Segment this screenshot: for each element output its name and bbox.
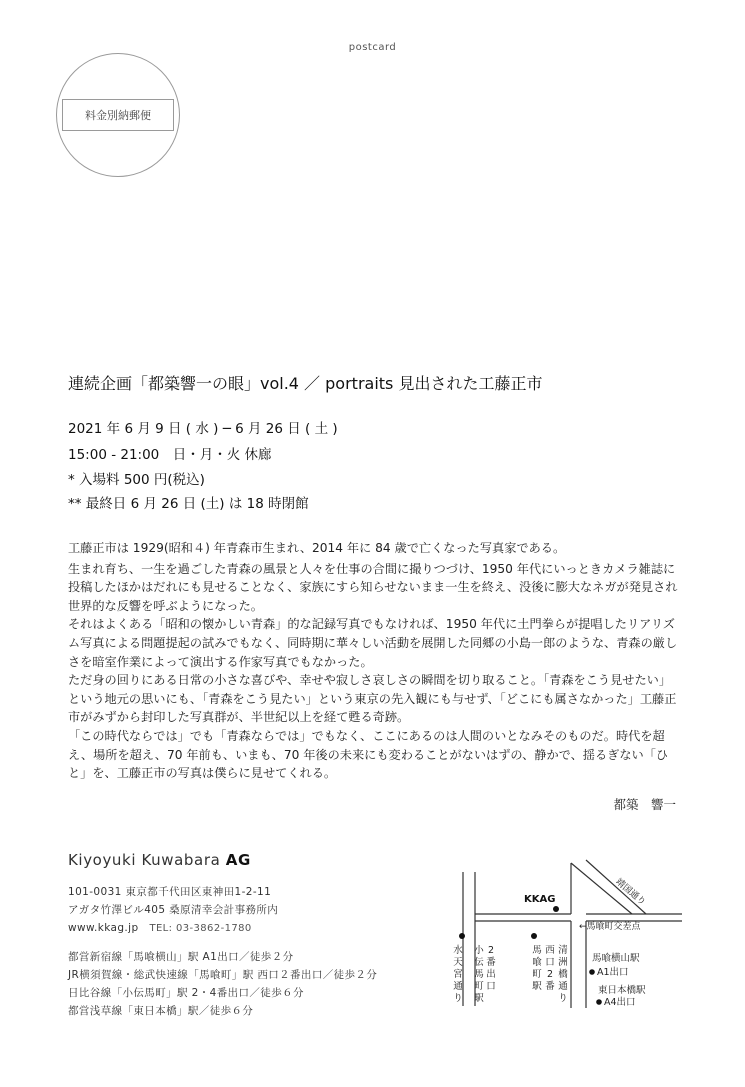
essay-paragraph: 生まれ育ち、一生を過ごした青森の風景と人々を仕事の合間に撮りつづけ、1950 年代にいっときカメラ雑誌に投稿したほかはだれにも見せることなく、家族にすら知らせないまま一生を終え、没後に膨大なネガが発見され世界的な反響を呼ぶようになった。 bbox=[68, 561, 678, 613]
event-admission: * 入場料 500 円(税込) bbox=[68, 472, 205, 488]
postage-paid-label: 料金別納郵便 bbox=[62, 99, 174, 131]
postcard-label: postcard bbox=[348, 42, 397, 53]
map-label-yasukuni: 靖国通り bbox=[613, 877, 648, 908]
gallery-name bbox=[68, 851, 251, 869]
map-marker-a4 bbox=[596, 999, 602, 1005]
map-label-a4: A4出口 bbox=[604, 997, 636, 1008]
gallery-building: アガタ竹澤ビル405 桑原清幸会計事務所内 bbox=[68, 904, 279, 916]
map-label-gallery: KKAG bbox=[524, 894, 556, 905]
gallery-postal-address: 101-0031 東京都千代田区東神田1-2-11 bbox=[68, 886, 272, 898]
essay-paragraph: ただ身の回りにある日常の小さな喜びや、幸せや寂しさ哀しさの瞬間を切り取ること。「青森をこう見せたい」という地元の思いにも、「青森をこう見たい」という東京の先入観にも与せず、「どこにも属さなかった」工藤正市がみずから封印した写真群が、半世紀以上を経て甦る奇跡。 bbox=[68, 673, 677, 725]
map-label-a1: A1出口 bbox=[597, 967, 629, 978]
map-label-crossing: ←馬喰町交差点 bbox=[579, 922, 641, 932]
map-label-west-exit-2: 西口 2 番 bbox=[545, 945, 555, 992]
map-roads bbox=[463, 860, 682, 1008]
access-line: JR横須賀線・総武快速線「馬喰町」駅 西口２番出口／徒歩２分 bbox=[68, 969, 378, 981]
event-hours: 15:00 - 21:00 日・月・火 休廊 bbox=[68, 447, 272, 463]
gallery-name-bold: AG bbox=[225, 851, 251, 869]
map-label-suitengu: 水天宮通り bbox=[453, 945, 463, 1004]
map-label-higashinihonbashi: 東日本橋駅 bbox=[598, 985, 646, 996]
gallery-contact bbox=[68, 920, 252, 935]
access-line: 日比谷線「小伝馬町」駅 2・4番出口／徒歩６分 bbox=[68, 987, 304, 999]
map-marker-a1 bbox=[589, 969, 595, 975]
event-last-day: ** 最終日 6 月 26 日 (土) は 18 時閉館 bbox=[68, 496, 309, 512]
map-label-kodenmacho: 小伝馬町駅 bbox=[474, 945, 484, 1004]
map-label-exit-2-4: 2 番出口 bbox=[486, 945, 496, 992]
map-label-bakuroyokoyama: 馬喰横山駅 bbox=[592, 953, 640, 964]
event-title: 連続企画「都築響一の眼」vol.4 ／ portraits 見出された工藤正市 bbox=[68, 374, 543, 393]
access-line: 都営新宿線「馬喰横山」駅 A1出口／徒歩２分 bbox=[68, 951, 294, 963]
essay-body bbox=[68, 539, 680, 783]
map-marker-bakurocho bbox=[531, 933, 537, 939]
event-dates: 2021 年 6 月 9 日 ( 水 ) ─ 6 月 26 日 ( 土 ) bbox=[68, 421, 338, 437]
gallery-name-light: Kiyoyuki Kuwabara bbox=[68, 851, 226, 869]
essay-paragraph: それはよくある「昭和の懐かしい青森」的な記録写真でもなければ、1950 年代に土門拳らが提唱したリアリズム写真による問題提起の試みでもなく、同時期に華々しい活動を展開した同郷の小島一郎のような、青森の厳しさを暗室作業によって演出する作家写真でもなかった。 bbox=[68, 617, 678, 669]
author-signature: 都築 響一 bbox=[613, 797, 676, 812]
access-line: 都営浅草線「東日本橋」駅／徒歩６分 bbox=[68, 1005, 254, 1017]
gallery-web-link[interactable]: www.kkag.jp bbox=[68, 922, 139, 934]
essay-paragraph: 「この時代ならでは」でも「青森ならでは」でもなく、ここにあるのは人間のいとなみそのものだ。時代を超え、場所を超え、70 年前も、いまも、70 年後の未来にも変わることがないはずの、静かで、揺るぎない「ひと」を、工藤正市の写真は僕らに見せてくれる。 bbox=[68, 728, 669, 781]
map-marker-kodenmacho bbox=[459, 933, 465, 939]
essay-paragraph: 工藤正市は 1929(昭和４) 年青森市生まれ、2014 年に 84 歳で亡くなった写真家である。 bbox=[68, 541, 566, 555]
map-label-bakurocho: 馬喰町駅 bbox=[532, 945, 542, 992]
access-map bbox=[446, 858, 686, 1033]
map-marker-gallery bbox=[553, 906, 559, 912]
map-label-kiyosu: 清洲橋通り bbox=[558, 945, 568, 1004]
gallery-tel: TEL: 03-3862-1780 bbox=[149, 923, 252, 934]
